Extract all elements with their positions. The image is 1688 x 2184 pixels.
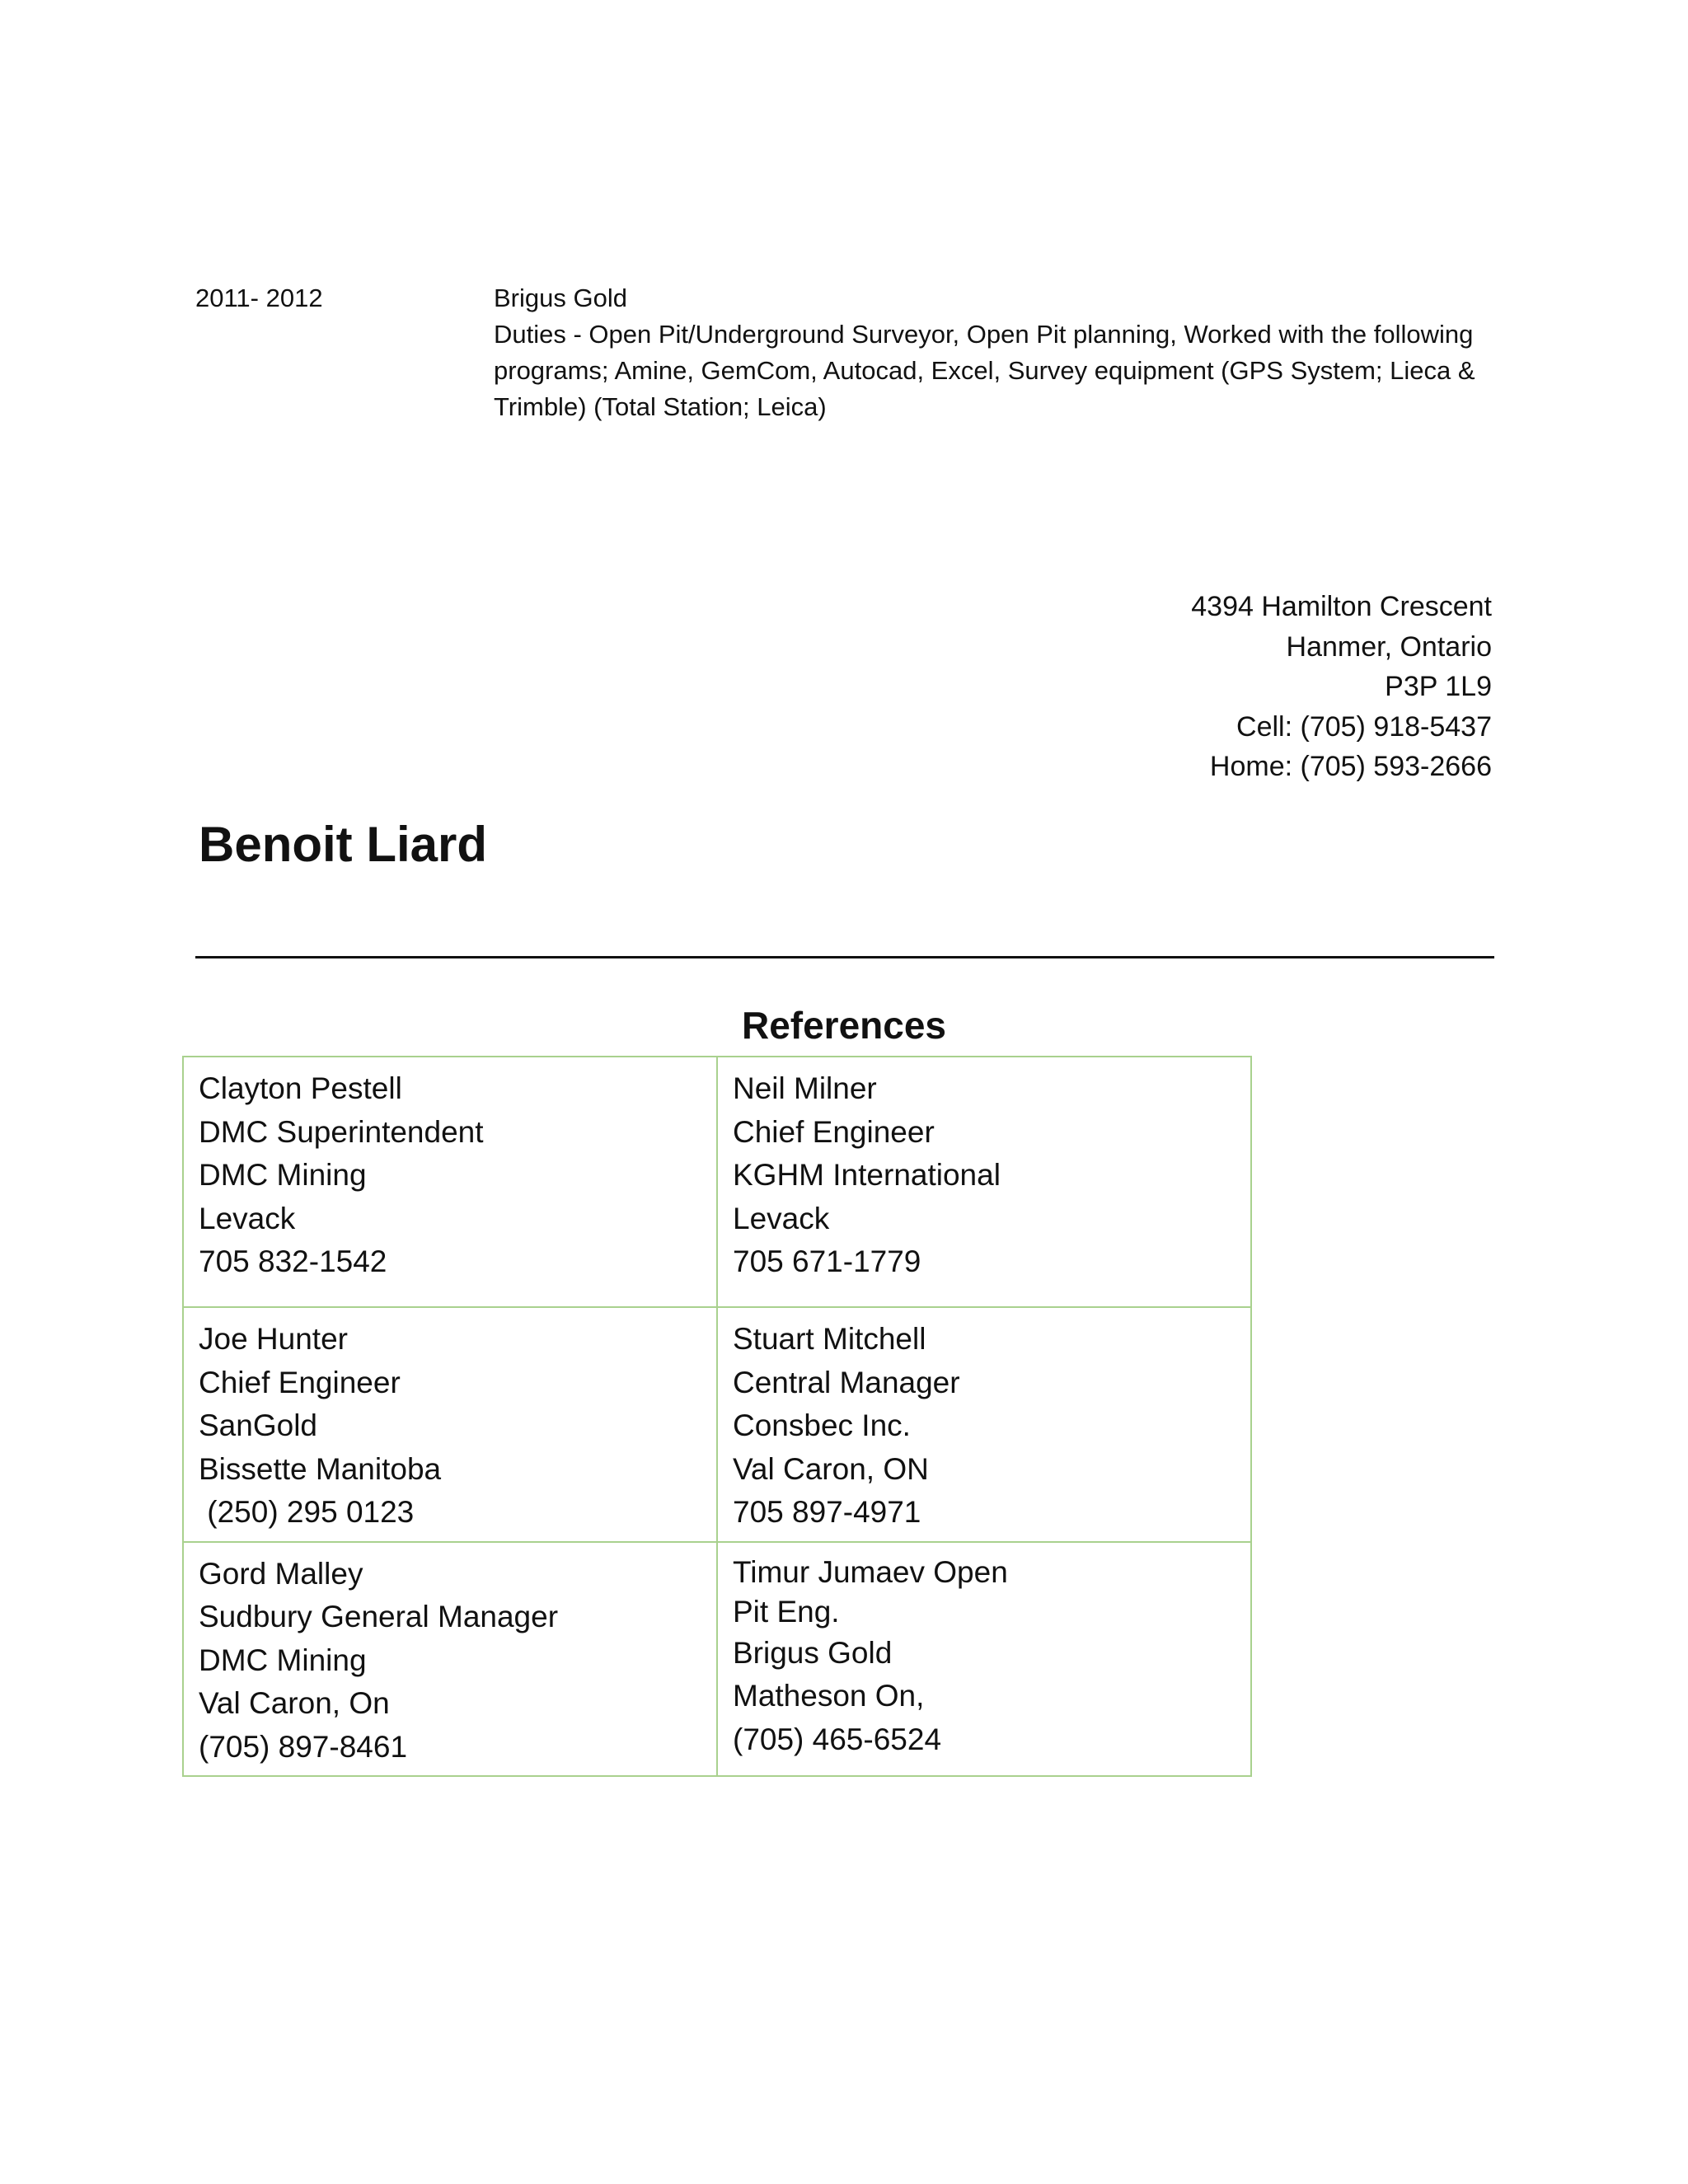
reference-title: Chief Engineer (733, 1114, 935, 1149)
reference-company: DMC Mining (199, 1643, 367, 1677)
reference-title: Pit Eng. (733, 1594, 840, 1629)
experience-duties-line: Duties - Open Pit/Underground Surveyor, Open Pit planning, Worked with the following (494, 320, 1474, 349)
reference-title: DMC Superintendent (199, 1114, 484, 1149)
reference-card (183, 1542, 717, 1777)
experience-duties-line: Trimble) (Total Station; Leica) (494, 392, 827, 421)
reference-card (183, 1307, 717, 1542)
reference-name: Stuart Mitchell (733, 1322, 926, 1356)
reference-company: Consbec Inc. (733, 1408, 911, 1442)
references-table (182, 1056, 1252, 1777)
reference-location: Val Caron, On (199, 1686, 390, 1720)
address-city: Hanmer, Ontario (1286, 630, 1492, 663)
references-row (183, 1057, 1251, 1307)
reference-title: Sudbury General Manager (199, 1600, 559, 1633)
phone-home: Home: (705) 593-2666 (1209, 751, 1492, 782)
candidate-name: Benoit Liard (199, 817, 488, 872)
reference-phone: 705 897-4971 (733, 1495, 921, 1529)
experience-company: Brigus Gold (494, 284, 627, 312)
reference-phone: (250) 295 0123 (199, 1495, 415, 1529)
reference-title: Central Manager (733, 1365, 960, 1399)
address-postal: P3P 1L9 (1385, 671, 1492, 702)
reference-location: Matheson On, (733, 1679, 925, 1713)
address-street: 4394 Hamilton Crescent (1191, 591, 1492, 622)
reference-card (717, 1542, 1251, 1777)
horizontal-divider (195, 956, 1494, 958)
experience-years: 2011- 2012 (195, 284, 323, 312)
reference-company: KGHM International (733, 1158, 1001, 1192)
reference-name: Joe Hunter (199, 1322, 348, 1356)
reference-name: Clayton Pestell (199, 1071, 402, 1105)
reference-title: Chief Engineer (199, 1365, 401, 1399)
reference-phone: 705 671-1779 (733, 1244, 921, 1278)
reference-location: Levack (199, 1201, 296, 1235)
reference-location: Bissette Manitoba (199, 1451, 442, 1486)
reference-company: Brigus Gold (733, 1635, 893, 1670)
reference-phone: (705) 897-8461 (199, 1729, 408, 1764)
reference-card (717, 1307, 1251, 1542)
reference-location: Val Caron, ON (733, 1451, 929, 1486)
reference-location: Levack (733, 1201, 830, 1235)
experience-duties-line: programs; Amine, GemCom, Autocad, Excel, Survey equipment (GPS System; Lieca & (494, 356, 1475, 385)
experience-details (494, 280, 1688, 425)
phone-cell: Cell: (705) 918-5437 (1236, 710, 1492, 743)
reference-name: Gord Malley (199, 1556, 363, 1591)
references-heading: References (741, 1004, 947, 1047)
reference-company: DMC Mining (199, 1158, 367, 1192)
reference-card (717, 1057, 1251, 1307)
references-row (183, 1307, 1251, 1542)
reference-name: Neil Milner (733, 1071, 877, 1105)
reference-company: SanGold (199, 1408, 317, 1442)
contact-address-block (1191, 587, 1492, 787)
references-row (183, 1542, 1251, 1777)
reference-card (183, 1057, 717, 1307)
reference-name: Timur Jumaev Open (733, 1554, 1008, 1589)
reference-phone: (705) 465-6524 (733, 1722, 942, 1756)
reference-phone: 705 832-1542 (199, 1244, 387, 1278)
